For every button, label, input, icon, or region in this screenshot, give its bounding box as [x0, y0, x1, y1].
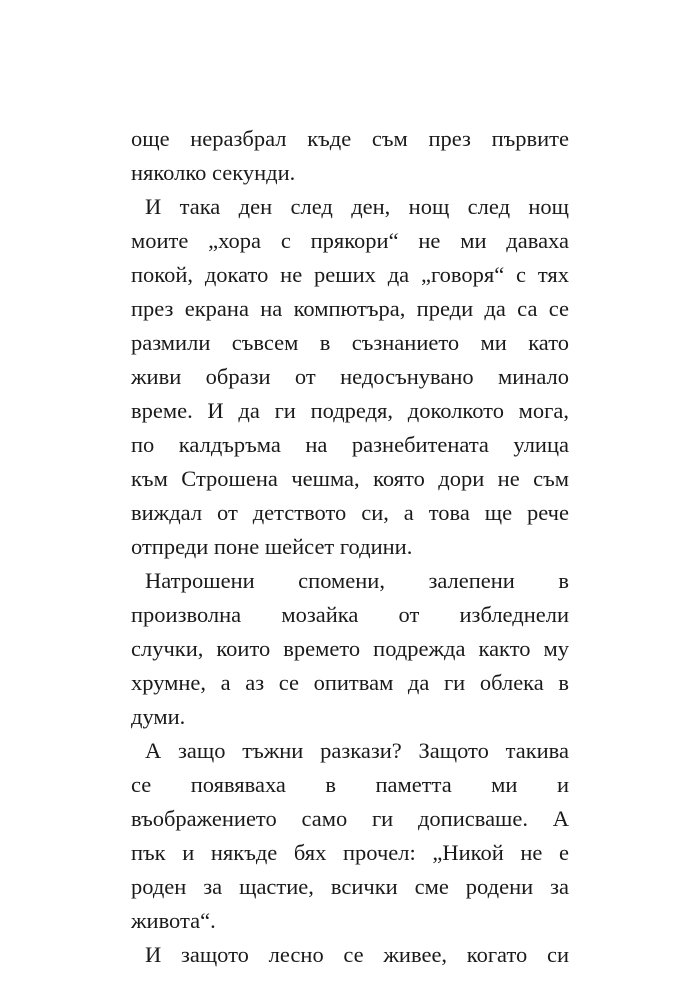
text-line: пък и някъде бях прочел: „Никой не е: [131, 840, 569, 865]
text-line: Натрошени спомени, залепени в: [145, 568, 569, 593]
text-line: още неразбрал къде съм през първите: [131, 126, 569, 151]
text-line: живи образи от недосънувано минало: [131, 364, 569, 389]
text-line: думи.: [131, 704, 186, 729]
text-line: към Строшена чешма, която дори не съм: [131, 466, 569, 491]
text-line: роден за щастие, всички сме родени за: [131, 874, 569, 899]
text-line: покой, докато не реших да „говоря“ с тях: [131, 262, 569, 287]
text-line: време. И да ги подредя, доколкото мога,: [131, 398, 569, 423]
text-line: моите „хора с прякори“ не ми даваха: [131, 228, 569, 253]
text-line: И защото лесно се живее, когато си: [145, 942, 569, 967]
text-line: И така ден след ден, нощ след нощ: [145, 194, 569, 219]
text-line: няколко секунди.: [131, 160, 296, 185]
text-line: през екрана на компютъра, преди да са се: [131, 296, 569, 321]
text-line: А защо тъжни разкази? Защото такива: [145, 738, 569, 763]
text-line: виждал от детството си, а това ще рече: [131, 500, 569, 525]
text-line: се появяваха в паметта ми и: [131, 772, 569, 797]
text-line: хрумне, а аз се опитвам да ги облека в: [131, 670, 569, 695]
text-line: живота“.: [131, 908, 216, 933]
text-line: размили съвсем в съзнанието ми като: [131, 330, 569, 355]
text-line: въображението само ги дописваше. А: [131, 806, 569, 831]
text-line: отпреди поне шейсет години.: [131, 534, 413, 559]
text-line: случки, които времето подрежда както му: [131, 636, 569, 661]
text-line: произволна мозайка от избледнели: [131, 602, 569, 627]
text-line: по калдъръма на разнебитената улица: [131, 432, 569, 457]
body-text: [131, 122, 569, 972]
